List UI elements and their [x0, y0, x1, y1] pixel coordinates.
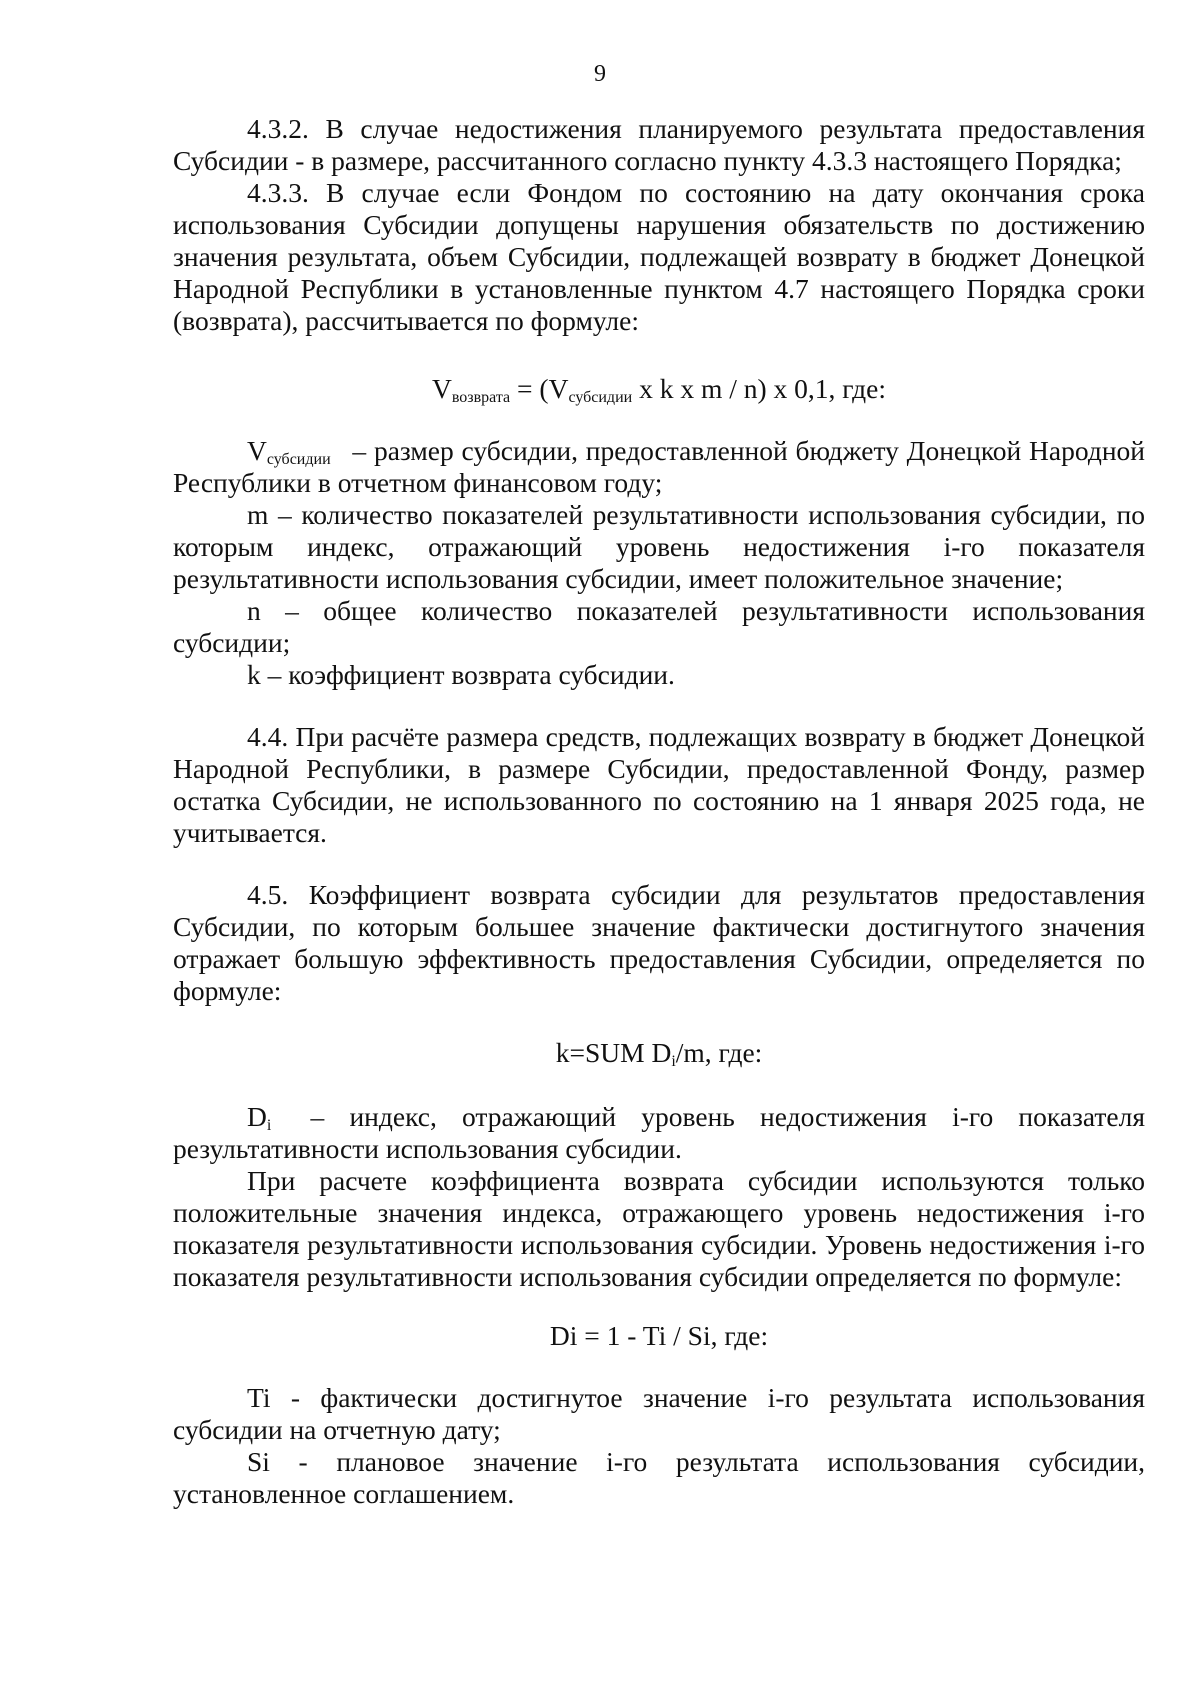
definition-m: m – количество показателей результативности использования субсидии, по которым индекс, отражающий уровень недостижения i-го показателя результативности использования субсидии, имеет положительное значение;	[173, 499, 1145, 594]
paragraph-4-3-2: 4.3.2. В случае недостижения планируемого результата предоставления Субсидии - в размере, рассчитанного согласно пункту 4.3.3 настоящего Порядка;	[173, 113, 1145, 176]
formula-v-eq-open: = (V	[510, 373, 569, 404]
formula-k	[173, 1037, 1145, 1069]
formula-v-tail: х k х m / n) х 0,1, где:	[632, 373, 886, 404]
definition-ti: Ti - фактически достигнутое значение i-го результата использования субсидии на отчетную дату;	[173, 1382, 1145, 1445]
paragraph-calculation: При расчете коэффициента возврата субсидии используются только положительные значения индекса, отражающего уровень недостижения i-го показателя результативности использования субсидии. Уровень недостижения i-го показателя результативности использования субсидии определяется по формуле:	[173, 1165, 1145, 1292]
definition-d	[173, 1101, 1145, 1165]
document-body	[173, 113, 1145, 1510]
definition-d-text: – индекс, отражающий уровень недостижения i-го показателя результативности использования субсидии.	[173, 1101, 1145, 1164]
definition-v-subsidy	[173, 435, 1145, 499]
definition-v-sub: субсидии	[266, 451, 331, 468]
formula-k-tail: /m, где:	[675, 1037, 763, 1068]
definition-d-base: D	[247, 1101, 267, 1132]
formula-v-return	[173, 373, 1145, 405]
paragraph-4-3-3: 4.3.3. В случае если Фондом по состоянию на дату окончания срока использования Субсидии допущены нарушения обязательств по достижению значения результата, объем Субсидии, подлежащей возврату в бюджет Донецкой Народной Республики в установленные пунктом 4.7 настоящего Порядка сроки (возврата), рассчитывается по формуле:	[173, 177, 1145, 336]
paragraph-4-5: 4.5. Коэффициент возврата субсидии для результатов предоставления Субсидии, по которым большее значение фактически достигнутого значения отражает большую эффективность предоставления Субсидии, определяется по формуле:	[173, 879, 1145, 1006]
formula-v-lhs-base: V	[431, 373, 452, 404]
definition-k: k – коэффициент возврата субсидии.	[247, 659, 675, 690]
page-number: 9	[594, 61, 606, 87]
formula-k-sub: i	[671, 1053, 676, 1070]
formula-di: Di = 1 - Ti / Si, где:	[549, 1320, 769, 1351]
definition-v-text: – размер субсидии, предоставленной бюджету Донецкой Народной Республики в отчетном финансовом году;	[173, 435, 1145, 498]
paragraph-4-4: 4.4. При расчёте размера средств, подлежащих возврату в бюджет Донецкой Народной Республики, в размере Субсидии, предоставленной Фонду, размер остатка Субсидии, не использованного по состоянию на 1 января 2025 года, не учитывается.	[173, 721, 1145, 848]
definition-v-base: V	[247, 435, 267, 466]
formula-k-head: k=SUM D	[555, 1037, 672, 1068]
formula-v-inner-sub: субсидии	[568, 389, 633, 406]
definition-si: Si - плановое значение i-го результата использования субсидии, установленное соглашением.	[173, 1446, 1145, 1509]
definition-n: n – общее количество показателей результативности использования субсидии;	[173, 595, 1145, 658]
definition-d-sub: i	[266, 1117, 272, 1134]
formula-v-lhs-sub: возврата	[451, 389, 511, 406]
